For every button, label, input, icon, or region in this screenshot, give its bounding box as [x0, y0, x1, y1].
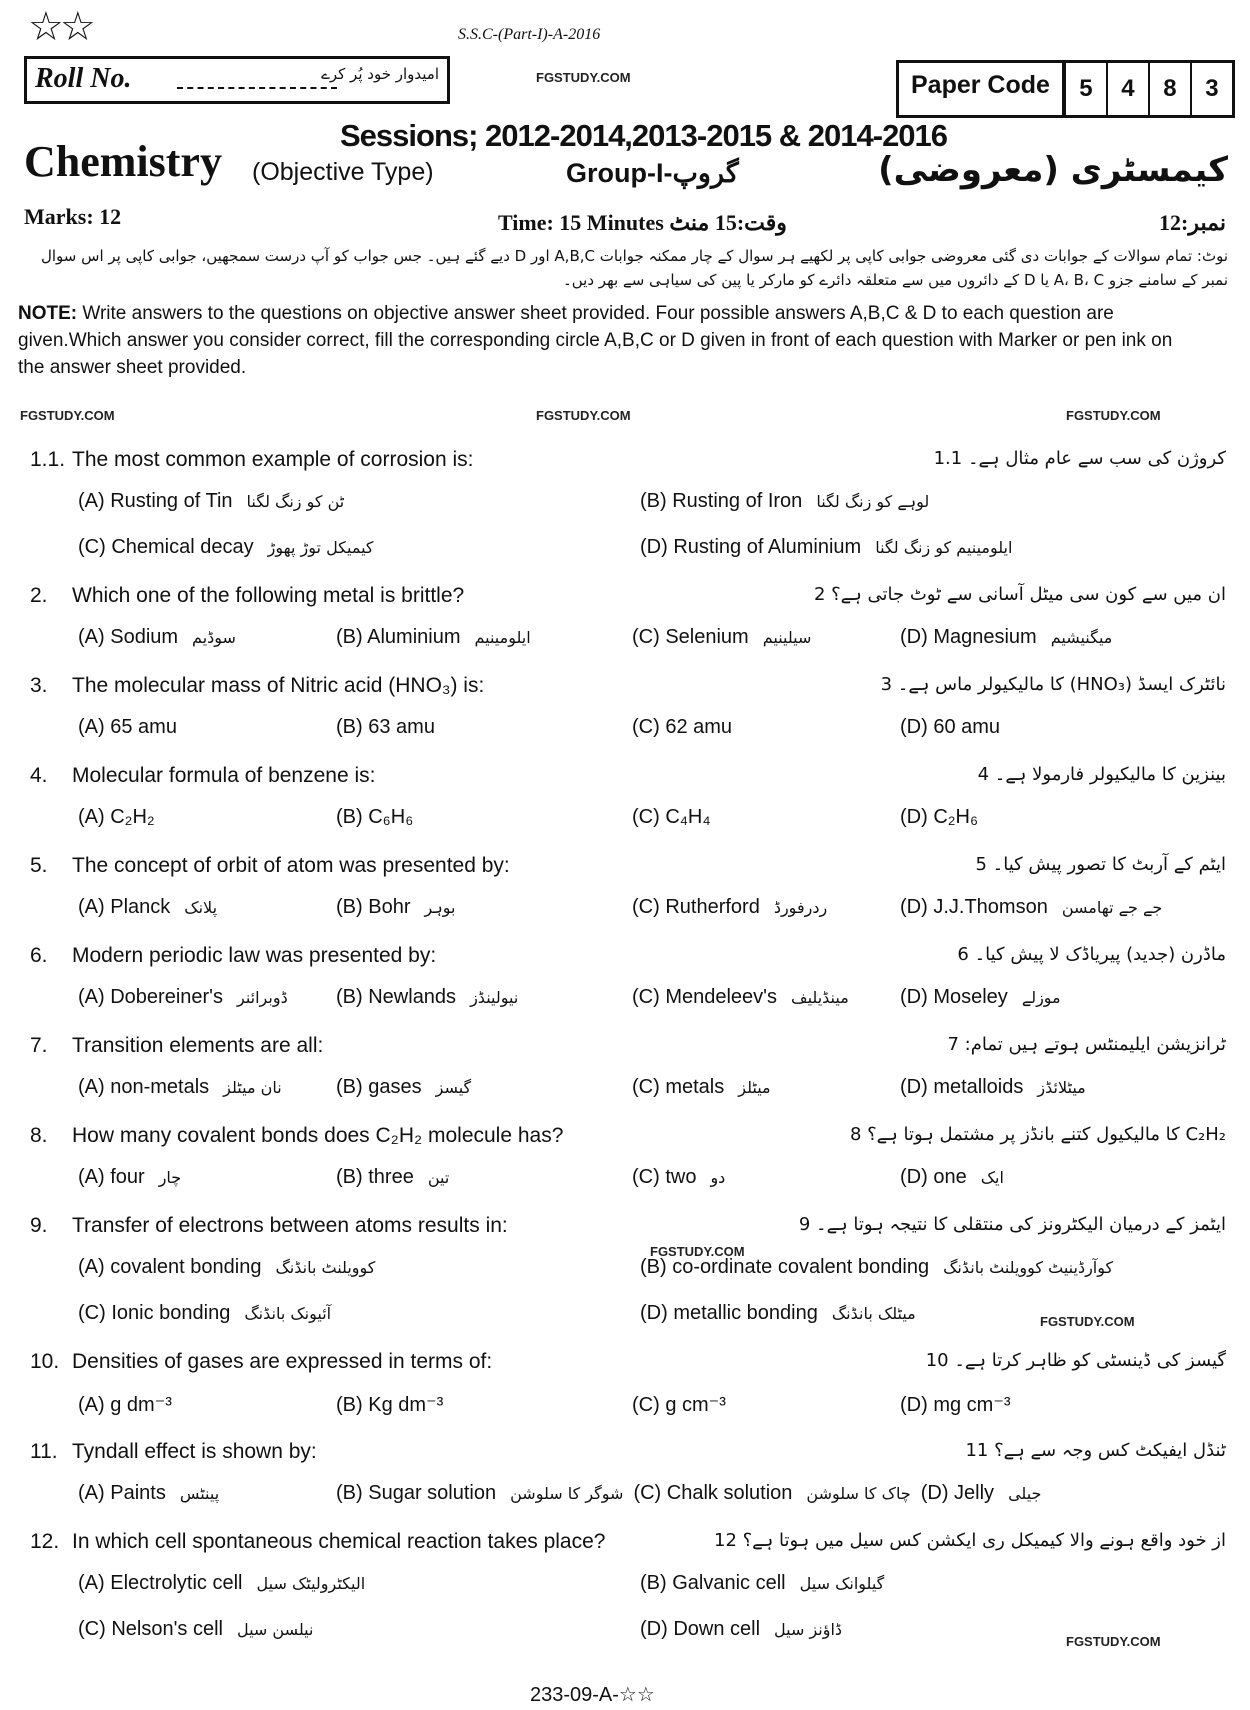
question	[0, 1522, 1250, 1658]
option-text: Rusting of Tin	[110, 490, 233, 512]
option-text: non-metals	[110, 1076, 210, 1098]
option-letter: (A)	[78, 1256, 105, 1278]
option-letter: (A)	[78, 1482, 105, 1504]
watermark: FGSTUDY.COM	[650, 1244, 745, 1259]
question-text: Modern periodic law was presented by:	[72, 944, 437, 967]
option-text-urdu: ڈاؤنز سیل	[774, 1620, 843, 1639]
question	[0, 756, 1250, 846]
question-number: 5.	[30, 854, 48, 877]
option-a[interactable]	[78, 1386, 336, 1432]
question-text-urdu: ٹرانزیشن ایلیمنٹس ہوتے ہیں تمام: 7	[947, 1034, 1226, 1055]
option-text-urdu: میٹلک بانڈنگ	[831, 1304, 916, 1323]
option-letter: (D)	[900, 626, 928, 648]
question-number: 8.	[30, 1124, 48, 1147]
option-text-urdu: ایلومینیم کو زنگ لگنا	[875, 538, 1013, 557]
option-text-urdu: چار	[158, 1168, 182, 1187]
paper-type: (Objective Type)	[252, 158, 434, 186]
option-letter: (D)	[640, 536, 668, 558]
question-line	[0, 846, 1250, 890]
option-text: Chalk solution	[666, 1482, 793, 1504]
option-letter: (C)	[632, 1394, 660, 1416]
option-letter: (B)	[336, 1482, 363, 1504]
option-text: metalloids	[933, 1076, 1024, 1098]
question-number: 1.1.	[30, 448, 66, 471]
option-letter: (A)	[78, 896, 105, 918]
question-line	[0, 1206, 1250, 1250]
watermark: FGSTUDY.COM	[536, 408, 631, 423]
option-letter: (B)	[336, 1076, 363, 1098]
option-text: Sugar solution	[368, 1482, 497, 1504]
paper-code-digit: 4	[1106, 63, 1148, 115]
option-letter: (C)	[78, 1618, 106, 1640]
question-number: 9.	[30, 1214, 48, 1237]
paper-code-label: Paper Code	[899, 63, 1064, 115]
option-text: two	[665, 1166, 697, 1188]
paper-code-digit: 5	[1064, 63, 1106, 115]
question-number: 11.	[30, 1440, 58, 1463]
option-letter: (A)	[78, 1394, 105, 1416]
options-row	[0, 1386, 1250, 1432]
question	[0, 846, 1250, 936]
option-text: mg cm⁻³	[933, 1394, 1011, 1416]
questions-list	[0, 440, 1250, 1658]
option-letter: (B)	[640, 1572, 667, 1594]
marks-urdu: نمبر:12	[1159, 210, 1226, 235]
option-text: Electrolytic cell	[110, 1572, 243, 1594]
group-label: Group-I-گروپ	[566, 158, 739, 188]
option-letter: (B)	[336, 716, 363, 738]
option-text-urdu: گیلوانک سیل	[799, 1574, 885, 1593]
option-letter: (C)	[632, 626, 660, 648]
roll-urdu: امیدوار خود پُر کرے	[321, 65, 439, 83]
option-c[interactable]	[632, 980, 900, 1026]
option-d[interactable]	[900, 1386, 1100, 1432]
question-number: 10.	[30, 1350, 60, 1373]
option-a[interactable]	[78, 800, 336, 846]
options-row	[0, 710, 1250, 756]
question-line	[0, 1342, 1250, 1386]
time-allowed: Time: 15 Minutes وقت:15 منٹ	[498, 210, 787, 235]
option-letter: (D)	[900, 716, 928, 738]
option-a[interactable]	[78, 484, 640, 530]
option-a[interactable]	[78, 980, 336, 1026]
option-text-urdu: شوگر کا سلوشن	[510, 1484, 624, 1503]
option-d[interactable]	[900, 710, 1100, 756]
option-text: Galvanic cell	[672, 1572, 786, 1594]
question	[0, 1116, 1250, 1206]
option-text: 63 amu	[368, 716, 435, 738]
question-line	[0, 1432, 1250, 1476]
option-d[interactable]	[900, 620, 1122, 666]
option-letter: (B)	[336, 626, 363, 648]
question-text: Tyndall effect is shown by:	[72, 1440, 317, 1463]
note-urdu	[18, 244, 1228, 292]
option-letter: (A)	[78, 1166, 105, 1188]
option-text: Ionic bonding	[111, 1302, 231, 1324]
note-text: Write answers to the questions on objective answer sheet provided. Four possible answers A,B,C & D to each question are given.Which answer you consider correct, fill the corresponding circle A,B,C or D given in front of each question with Marker or pen ink on the answer sheet provided.	[18, 303, 1173, 378]
options-row	[0, 890, 1250, 936]
option-text-urdu: نان میٹلز	[223, 1078, 282, 1097]
note	[18, 300, 1178, 381]
option-d[interactable]	[900, 800, 1100, 846]
option-text-urdu: گیسز	[435, 1078, 472, 1097]
option-text-urdu: جیلی	[1008, 1484, 1042, 1503]
option-text: Aluminium	[367, 626, 461, 648]
question-number: 7.	[30, 1034, 48, 1057]
option-text: 60 amu	[933, 716, 1001, 738]
option-a[interactable]	[78, 890, 336, 936]
note-urdu-line2: کے سامنے جزو A، B، C یا D کے دائروں میں سے متعلقہ دائرے کو مارکر یا پین کی سیاہی سے بھر دیں۔	[562, 271, 1198, 289]
option-c[interactable]	[78, 530, 640, 576]
option-letter: (D)	[900, 1076, 928, 1098]
options-row	[0, 620, 1250, 666]
option-text-urdu: کوآرڈینیٹ کوویلنٹ بانڈنگ	[943, 1258, 1114, 1277]
option-text-urdu: میٹلز	[738, 1078, 771, 1097]
option-text-urdu: ایلومینیم	[474, 628, 531, 647]
option-letter: (C)	[632, 896, 660, 918]
question-text: The molecular mass of Nitric acid (HNO₃) is:	[72, 674, 485, 697]
option-text: Selenium	[665, 626, 749, 648]
option-text: C₂H₆	[933, 806, 979, 828]
option-text-urdu: الیکٹرولیٹک سیل	[256, 1574, 366, 1593]
question-line	[0, 576, 1250, 620]
option-letter: (A)	[78, 1572, 105, 1594]
option-d[interactable]	[921, 1476, 1121, 1522]
option-text-urdu: بوہر	[424, 898, 456, 917]
option-letter: (D)	[640, 1618, 668, 1640]
stars-mark: ☆☆	[28, 4, 92, 50]
option-d[interactable]	[640, 530, 1140, 576]
options-row	[0, 800, 1250, 846]
option-c[interactable]	[632, 1070, 900, 1116]
option-text: Jelly	[954, 1482, 995, 1504]
option-b[interactable]	[336, 1386, 632, 1432]
option-text: g cm⁻³	[665, 1394, 726, 1416]
note-label: NOTE:	[18, 303, 78, 324]
paper-code-box	[896, 60, 1235, 118]
question-text: The concept of orbit of atom was presented by:	[72, 854, 510, 877]
question-line	[0, 666, 1250, 710]
option-text: 62 amu	[665, 716, 733, 738]
option-text: Nelson's cell	[111, 1618, 223, 1640]
option-letter: (A)	[78, 716, 105, 738]
roll-label: Roll No.	[35, 63, 132, 94]
question	[0, 1206, 1250, 1342]
option-c[interactable]	[632, 1160, 900, 1206]
option-letter: (A)	[78, 1076, 105, 1098]
question-text: Transition elements are all:	[72, 1034, 324, 1057]
option-text-urdu: میگنیشیم	[1050, 628, 1113, 647]
option-letter: (C)	[632, 806, 660, 828]
option-letter: (D)	[900, 986, 928, 1008]
option-a[interactable]	[78, 620, 336, 666]
option-d[interactable]	[900, 980, 1100, 1026]
footer-code: 233-09-A-☆☆	[530, 1684, 655, 1706]
option-text-urdu: تین	[427, 1168, 450, 1187]
option-text: Kg dm⁻³	[368, 1394, 444, 1416]
option-text: Chemical decay	[111, 536, 254, 558]
option-letter: (C)	[632, 1166, 660, 1188]
question-line	[0, 936, 1250, 980]
option-letter: (B)	[336, 1166, 363, 1188]
option-text-urdu: سیلینیم	[762, 628, 812, 647]
question-text: In which cell spontaneous chemical reaction takes place?	[72, 1530, 606, 1553]
option-b[interactable]	[336, 1160, 632, 1206]
question-number: 2.	[30, 584, 48, 607]
question-text-urdu: C₂H₂ کا مالیکیول کتنے بانڈز پر مشتمل ہوتا ہے؟ 8	[849, 1124, 1226, 1145]
option-text-urdu: کوویلنٹ بانڈنگ	[275, 1258, 376, 1277]
option-text: three	[368, 1166, 414, 1188]
question-text-urdu: گیسز کی ڈینسٹی کو ظاہر کرتا ہے۔ 10	[925, 1350, 1226, 1371]
option-text-urdu: دو	[710, 1168, 726, 1187]
option-letter: (B)	[336, 896, 363, 918]
question-number: 3.	[30, 674, 48, 697]
options-row	[0, 1566, 1250, 1612]
option-a[interactable]	[78, 1070, 336, 1116]
option-text: Sodium	[110, 626, 179, 648]
option-letter: (D)	[920, 1482, 949, 1504]
question	[0, 1342, 1250, 1432]
option-letter: (A)	[78, 490, 105, 512]
option-text-urdu: نیولینڈز	[470, 988, 519, 1007]
question	[0, 440, 1250, 576]
option-d[interactable]	[640, 1296, 1140, 1342]
subject-title-urdu: کیمسٹری (معروضی)	[878, 150, 1228, 190]
options-row	[0, 1296, 1250, 1342]
option-a[interactable]	[78, 1250, 640, 1296]
watermark: FGSTUDY.COM	[1066, 408, 1161, 423]
question-number: 6.	[30, 944, 48, 967]
option-text: g dm⁻³	[110, 1394, 172, 1416]
question-text-urdu: ان میں سے کون سی میٹل آسانی سے ٹوٹ جاتی ہے؟ 2	[813, 584, 1226, 605]
option-text-urdu: موزلے	[1021, 988, 1061, 1007]
question-text-urdu: ایٹم کے آربٹ کا تصور پیش کیا۔ 5	[975, 854, 1226, 875]
option-text: Paints	[110, 1482, 166, 1504]
question-text: Transfer of electrons between atoms results in:	[72, 1214, 508, 1237]
option-text-urdu: ردرفورڈ	[773, 898, 828, 917]
question-text: The most common example of corrosion is:	[72, 448, 474, 471]
option-text-urdu: ٹن کو زنگ لگنا	[246, 492, 345, 511]
option-text-urdu: میٹلائڈز	[1037, 1078, 1086, 1097]
option-text: Bohr	[368, 896, 411, 918]
option-letter: (C)	[632, 1076, 660, 1098]
option-letter: (C)	[633, 1482, 662, 1504]
option-d[interactable]	[900, 890, 1172, 936]
option-letter: (D)	[900, 896, 928, 918]
option-text: Magnesium	[933, 626, 1037, 648]
option-text: C₄H₄	[665, 806, 711, 828]
option-a[interactable]	[78, 1566, 640, 1612]
question-text: Densities of gases are expressed in terms of:	[72, 1350, 493, 1373]
option-letter: (B)	[336, 1394, 363, 1416]
option-letter: (D)	[900, 1394, 928, 1416]
option-text: four	[110, 1166, 145, 1188]
note-urdu-line1: نوٹ: تمام سوالات کے جوابات دی گئی معروضی جوابی کاپی پر لکھیے ہر سوال کے چار ممکنہ جوابات A,B,C اور D دیے گئے ہیں۔ جس جواب کو آپ درست سمجھیں، جوابی کاپی پر اس سوال نمبر	[40, 247, 1228, 289]
question-text: How many covalent bonds does C₂H₂ molecule has?	[72, 1124, 564, 1147]
question-text: Which one of the following metal is brittle?	[72, 584, 465, 607]
option-c[interactable]	[632, 620, 900, 666]
question	[0, 936, 1250, 1026]
option-text: Moseley	[933, 986, 1008, 1008]
question-number: 12.	[30, 1530, 60, 1553]
option-b[interactable]	[640, 484, 1140, 530]
option-text-urdu: مینڈیلیف	[791, 988, 849, 1007]
question	[0, 1026, 1250, 1116]
option-text: Mendeleev's	[665, 986, 777, 1008]
question-number: 4.	[30, 764, 48, 787]
options-row	[0, 1476, 1250, 1522]
option-text: Rutherford	[665, 896, 760, 918]
option-d[interactable]	[900, 1070, 1100, 1116]
question-text-urdu: نائٹرک ایسڈ (HNO₃) کا مالیکیولر ماس ہے۔ 3	[880, 674, 1226, 695]
option-text: Rusting of Aluminium	[673, 536, 862, 558]
option-c[interactable]	[633, 1476, 920, 1522]
option-text: gases	[368, 1076, 422, 1098]
question-text: Molecular formula of benzene is:	[72, 764, 376, 787]
option-letter: (A)	[78, 626, 105, 648]
options-row	[0, 1250, 1250, 1296]
question-line	[0, 1026, 1250, 1070]
question-text-urdu: بینزین کا مالیکیولر فارمولا ہے۔ 4	[977, 764, 1226, 785]
question-line	[0, 440, 1250, 484]
question-text-urdu: از خود واقع ہونے والا کیمیکل ری ایکشن کس سیل میں ہوتا ہے؟ 12	[714, 1530, 1226, 1551]
options-row	[0, 1160, 1250, 1206]
option-d[interactable]	[640, 1612, 1140, 1658]
option-letter: (B)	[336, 986, 363, 1008]
question-text-urdu: ٹنڈل ایفیکٹ کس وجہ سے ہے؟ 11	[965, 1440, 1226, 1461]
option-letter: (B)	[336, 806, 363, 828]
option-text: metallic bonding	[673, 1302, 818, 1324]
option-b[interactable]	[640, 1566, 1140, 1612]
options-row	[0, 484, 1250, 530]
option-letter: (A)	[78, 986, 105, 1008]
option-text: Newlands	[368, 986, 457, 1008]
option-text: co-ordinate covalent bonding	[672, 1256, 930, 1278]
option-text: Down cell	[673, 1618, 761, 1640]
watermark: FGSTUDY.COM	[1040, 1314, 1135, 1329]
sessions: Sessions; 2012-2014,2013-2015 & 2014-2016	[340, 118, 948, 153]
exam-code: S.S.C-(Part-I)-A-2016	[458, 26, 601, 43]
option-a[interactable]	[78, 1476, 336, 1522]
option-text-urdu: چاک کا سلوشن	[806, 1484, 911, 1503]
option-c[interactable]	[632, 1386, 900, 1432]
options-row	[0, 1070, 1250, 1116]
options-row	[0, 1612, 1250, 1658]
option-text: 65 amu	[110, 716, 177, 738]
subject-title: Chemistry	[24, 137, 222, 186]
option-text-urdu: پلانک	[184, 898, 218, 917]
option-letter: (C)	[632, 986, 660, 1008]
option-a[interactable]	[78, 1160, 336, 1206]
option-text: C₆H₆	[368, 806, 414, 828]
roll-number-field[interactable]	[177, 87, 337, 89]
question-text-urdu: ماڈرن (جدید) پیریاڈک لا پیش کیا۔ 6	[957, 944, 1226, 965]
paper-code-digit: 3	[1190, 63, 1232, 115]
watermark: FGSTUDY.COM	[1066, 1634, 1161, 1649]
option-text: Dobereiner's	[110, 986, 223, 1008]
option-letter: (B)	[640, 490, 667, 512]
option-text-urdu: لوہے کو زنگ لگنا	[816, 492, 930, 511]
watermark: FGSTUDY.COM	[536, 70, 631, 85]
question-line	[0, 756, 1250, 800]
option-c[interactable]	[78, 1612, 640, 1658]
option-letter: (C)	[78, 1302, 106, 1324]
question-text-urdu: کروژن کی سب سے عام مثال ہے۔ 1.1	[933, 448, 1226, 469]
option-c[interactable]	[632, 800, 900, 846]
marks: Marks: 12	[24, 204, 122, 229]
option-text: covalent bonding	[110, 1256, 262, 1278]
option-b[interactable]	[336, 620, 632, 666]
option-b[interactable]	[336, 800, 632, 846]
option-letter: (A)	[78, 806, 105, 828]
option-text: metals	[665, 1076, 725, 1098]
option-letter: (C)	[632, 716, 660, 738]
option-text-urdu: سوڈیم	[192, 628, 236, 647]
option-letter: (D)	[900, 806, 928, 828]
question	[0, 576, 1250, 666]
option-b[interactable]	[336, 980, 632, 1026]
option-text: Planck	[110, 896, 171, 918]
option-text: Rusting of Iron	[672, 490, 803, 512]
question-line	[0, 1116, 1250, 1160]
option-d[interactable]	[900, 1160, 1100, 1206]
option-c[interactable]	[78, 1296, 640, 1342]
option-text: C₂H₂	[110, 806, 155, 828]
option-text-urdu: آئیونک بانڈنگ	[244, 1304, 332, 1323]
option-text-urdu: کیمیکل توڑ پھوڑ	[267, 538, 374, 557]
option-text-urdu: جے جے تھامسن	[1061, 898, 1163, 917]
question	[0, 666, 1250, 756]
watermark: FGSTUDY.COM	[20, 408, 115, 423]
option-letter: (C)	[78, 536, 106, 558]
option-text: J.J.Thomson	[933, 896, 1048, 918]
option-text-urdu: پینٹس	[179, 1484, 220, 1503]
option-text-urdu: ڈوبرائنر	[237, 988, 288, 1007]
option-c[interactable]	[632, 890, 900, 936]
option-b[interactable]	[640, 1250, 1140, 1296]
option-b[interactable]	[336, 1070, 632, 1116]
option-b[interactable]	[336, 890, 632, 936]
option-letter: (D)	[900, 1166, 928, 1188]
option-text-urdu: نیلسن سیل	[236, 1620, 314, 1639]
question-line	[0, 1522, 1250, 1566]
option-text-urdu: ایک	[980, 1168, 1004, 1187]
option-c[interactable]	[632, 710, 900, 756]
question	[0, 1432, 1250, 1522]
option-a[interactable]	[78, 710, 336, 756]
options-row	[0, 980, 1250, 1026]
paper-code-digit: 8	[1148, 63, 1190, 115]
option-letter: (D)	[640, 1302, 668, 1324]
options-row	[0, 530, 1250, 576]
roll-number-box	[24, 56, 450, 104]
option-letter: (B)	[640, 1256, 667, 1278]
question-text-urdu: ایٹمز کے درمیان الیکٹرونز کی منتقلی کا نتیجہ ہوتا ہے۔ 9	[798, 1214, 1226, 1235]
option-b[interactable]	[336, 710, 632, 756]
option-b[interactable]	[336, 1476, 633, 1522]
option-text: one	[933, 1166, 967, 1188]
